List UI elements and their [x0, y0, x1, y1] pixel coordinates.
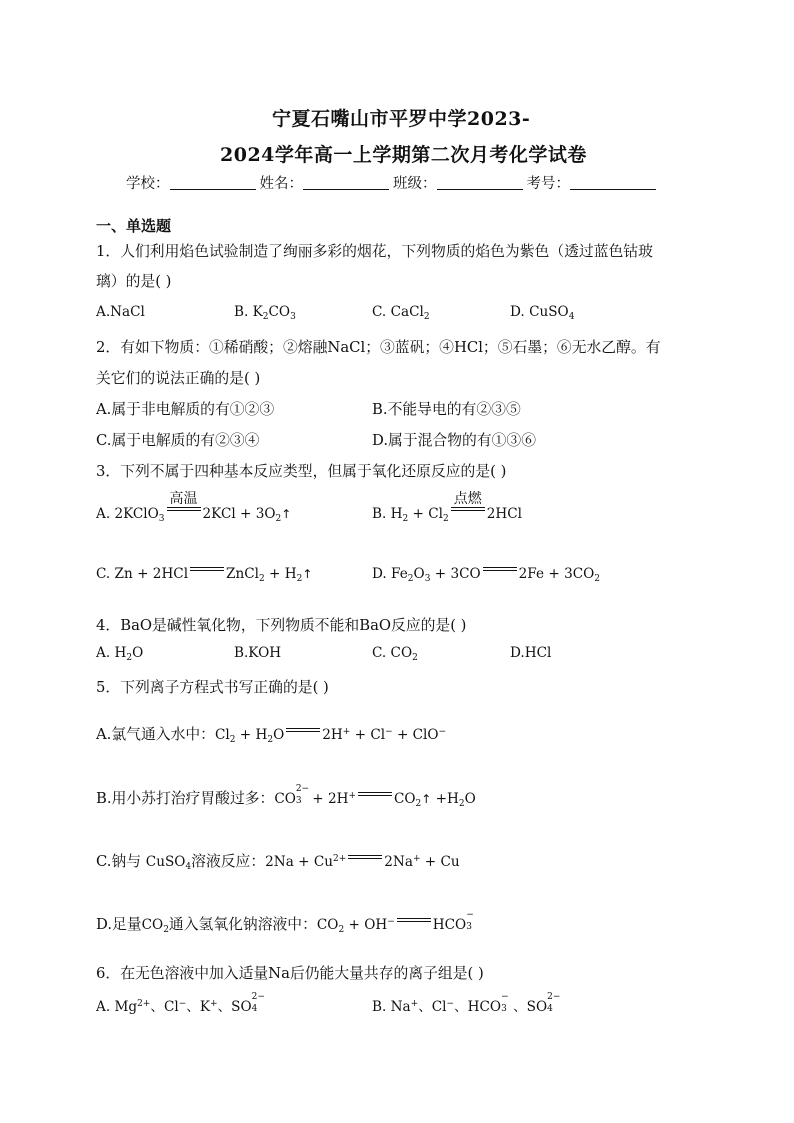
q1-option-d[interactable]: D. CuSO$_4$	[510, 304, 575, 322]
equals-sign-condition	[167, 491, 201, 518]
equals-sign	[286, 729, 320, 739]
q5-c-label-1: C.钠与	[96, 853, 146, 870]
q1-option-c[interactable]: C. CaCl$_2$	[372, 304, 430, 322]
student-info-row	[126, 172, 660, 193]
equals-sign	[483, 568, 517, 578]
q4-option-a[interactable]: A. $H_2O$	[96, 645, 144, 663]
q2-option-c[interactable]: C.属于电解质的有②③④	[96, 432, 260, 449]
q3-a-condition: 高温	[169, 491, 198, 507]
name-blank[interactable]	[303, 175, 389, 190]
name-label: 姓名：	[259, 176, 303, 192]
q3-option-b[interactable]: B. $H_2 + Cl_2$ 点燃 2HCl	[372, 506, 522, 524]
equals-sign	[397, 919, 431, 929]
q2-option-a[interactable]: A.属于非电解质的有①②③	[96, 401, 275, 418]
q1-option-c-prefix: C.	[372, 304, 387, 320]
q3-option-d[interactable]: D. $Fe_2O_3 + 3CO$ $2Fe + 3CO_2$	[372, 566, 600, 584]
q5-option-b[interactable]: B.用小苏打治疗胃酸过多：CO 2− 3 + 2H+ $CO_2↑ +H_2O$	[96, 784, 476, 809]
section-title: 一、单选题	[96, 217, 172, 235]
gas-arrow-icon: ↑	[302, 567, 313, 581]
equals-sign-condition	[451, 491, 485, 518]
q2-option-b[interactable]: B.不能导电的有②③⑤	[372, 401, 521, 418]
equals-sign	[348, 856, 382, 866]
q1-option-d-prefix: D.	[510, 304, 525, 320]
q3-option-c[interactable]: C. Zn + 2HCl ZnCl$_2$ + $H_2↑$	[96, 566, 313, 584]
q6-stem: 6．在无色溶液中加入适量Na后仍能大量共存的离子组是( )	[96, 965, 484, 982]
class-blank[interactable]	[437, 175, 523, 190]
q4-option-c[interactable]: C. $CO_2$	[372, 645, 418, 663]
equals-sign	[358, 793, 392, 803]
q5-d-label-2: 通入氢氧化钠溶液中：	[168, 916, 317, 933]
q5-option-c[interactable]: C.钠与 CuSO$_4$溶液反应：$2Na + Cu^{2+}$ 2Na+ + Cu	[96, 853, 460, 872]
q1-option-b-prefix: B.	[234, 304, 249, 320]
q2-stem-line1: 2．有如下物质：①稀硝酸；②熔融NaCl；③蓝矾；④HCl；⑤石墨；⑥无水乙醇。有	[96, 339, 661, 356]
q3-stem: 3．下列不属于四种基本反应类型，但属于氧化还原反应的是( )	[96, 463, 507, 480]
q6-option-b[interactable]: B. Na+、Cl−、HCO − 3 、SO 2− 4	[372, 992, 561, 1015]
gas-arrow-icon: ↑	[281, 507, 292, 521]
class-label: 班级：	[393, 176, 437, 192]
q5-d-label-1: D.足量	[96, 916, 142, 933]
q3-option-a[interactable]: A. 2KClO$_3$ 高温 $2KCl + 3O_2↑$	[96, 506, 291, 524]
q5-option-d[interactable]: D.足量$CO_2$通入氢氧化钠溶液中：$CO_2 + OH^-$ HCO − 3	[96, 910, 474, 935]
q5-a-label: A.氯气通入水中：	[96, 726, 215, 743]
exam-no-label: 考号：	[526, 176, 570, 192]
q1-option-a[interactable]: A.NaCl	[96, 304, 145, 320]
q1-stem-line2: 璃）的是( )	[96, 273, 172, 290]
school-label: 学校：	[126, 176, 170, 192]
q5-b-label: B.用小苏打治疗胃酸过多：	[96, 790, 275, 807]
q2-option-d[interactable]: D.属于混合物的有①③⑥	[372, 432, 537, 449]
school-blank[interactable]	[170, 175, 256, 190]
gas-arrow-icon: ↑	[421, 792, 432, 806]
q5-stem: 5．下列离子方程式书写正确的是( )	[96, 679, 329, 696]
q1-option-b[interactable]: B. $K_2CO_3$	[234, 304, 296, 322]
exam-no-blank[interactable]	[570, 175, 656, 190]
equals-sign	[190, 568, 224, 578]
q2-stem-line2: 关它们的说法正确的是( )	[96, 370, 261, 387]
q4-stem: 4．BaO是碱性氧化物，下列物质不能和BaO反应的是( )	[96, 617, 467, 634]
q4-option-b[interactable]: B.KOH	[234, 645, 282, 661]
exam-title-line1: 宁夏石嘴山市平罗中学2023-	[272, 108, 531, 130]
q4-option-d[interactable]: D.HCl	[510, 645, 552, 661]
exam-title-line2: 2024学年高一上学期第二次月考化学试卷	[220, 144, 587, 166]
q5-c-label-2: 溶液反应：	[191, 853, 266, 870]
q1-stem-line1: 1．人们利用焰色试验制造了绚丽多彩的烟花，下列物质的焰色为紫色（透过蓝色钴玻	[96, 243, 653, 260]
q6-option-a[interactable]: A. $Mg^{2+}$、Cl−、K+、SO 2− 4	[96, 992, 265, 1015]
q5-option-a[interactable]: A.氯气通入水中：$Cl_2 + H_2O$ 2H+ + Cl− + ClO−	[96, 726, 447, 745]
q3-b-condition: 点燃	[453, 491, 482, 507]
